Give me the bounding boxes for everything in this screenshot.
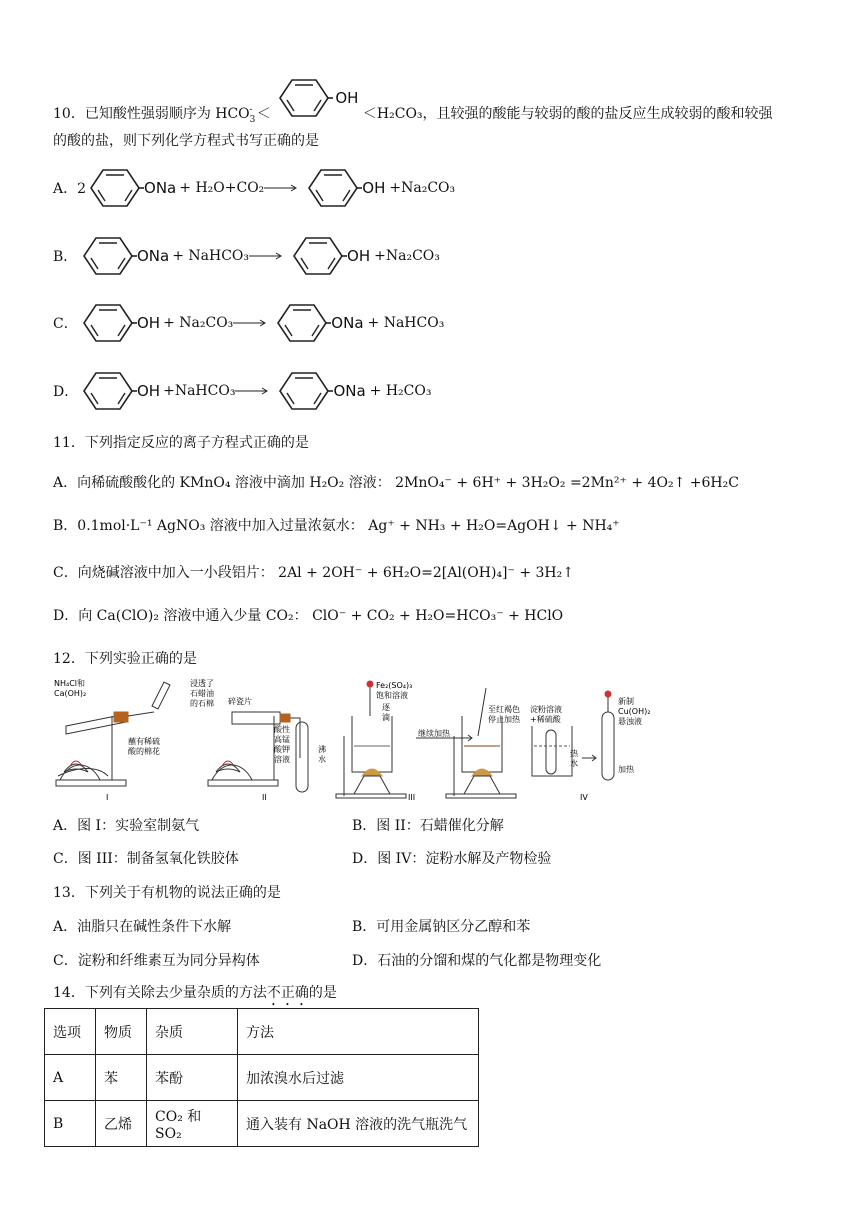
- q10-stem-line1: [53, 78, 773, 125]
- benzene-ring-icon: [86, 168, 144, 208]
- label-iii-reagent: Fe₂(SO₄)₃ 饱和溶液: [376, 681, 413, 700]
- left-group: OH: [137, 382, 161, 400]
- header-impurity: 杂质: [147, 1009, 238, 1055]
- left-group: ONa: [144, 179, 177, 197]
- option-label: A．2: [53, 181, 87, 197]
- q12-option-c: C．图 III：制备氢氧化铁胶体: [53, 851, 239, 867]
- benzene-ring-icon: [289, 236, 347, 276]
- q10-lt: ＜: [256, 106, 271, 122]
- products: + NaHCO₃: [367, 315, 445, 331]
- q10-option-a: [53, 168, 455, 208]
- table-row: [45, 1055, 479, 1101]
- figure-ii: [208, 712, 308, 792]
- label-ii-solution: 酸性高锰酸钾溶液: [274, 725, 290, 764]
- q10-option-b: [53, 236, 440, 276]
- q12-option-a: A．图 I：实验室制氨气: [53, 818, 200, 834]
- products: +Na₂CO₃: [374, 248, 440, 264]
- header-method: 方法: [238, 1009, 479, 1055]
- products: +Na₂CO₃: [389, 180, 456, 196]
- q13-option-b: B．可用金属钠区分乙醇和苯: [352, 919, 531, 935]
- option-label: C．: [53, 316, 78, 332]
- q12-title: 12．下列实验正确的是: [53, 651, 197, 667]
- cell-impurity: 苯酚: [147, 1055, 238, 1101]
- figure-iii: [336, 681, 516, 798]
- label-iv-cu: 新制 Cu(OH)₂ 悬浊液: [618, 697, 651, 726]
- right-group: ONa: [333, 382, 366, 400]
- q14-table: [44, 1008, 479, 1147]
- label-iv-reagent: 淀粉溶液+稀硫酸: [530, 705, 562, 724]
- q13-option-c: C．淀粉和纤维素互为同分异构体: [53, 953, 260, 969]
- q10-option-c: [53, 303, 444, 343]
- cell-substance: 乙烯: [96, 1101, 147, 1147]
- cell-method: 加浓溴水后过滤: [238, 1055, 479, 1101]
- q12-apparatus-figure: [52, 676, 652, 804]
- phenol-structure: [275, 78, 358, 118]
- label-iii-water: 沸水: [318, 745, 326, 764]
- benzene-ring-icon: [79, 371, 137, 411]
- reactants: + NaHCO₃: [172, 248, 250, 264]
- q14-title: [53, 982, 337, 1009]
- reaction-arrow-icon: [235, 386, 269, 396]
- cell-method: 通入装有 NaOH 溶液的洗气瓶洗气: [238, 1101, 479, 1147]
- reaction-arrow-icon: [264, 183, 298, 193]
- q10-text-prefix: 10．已知酸性强弱顺序为 HCO: [53, 106, 250, 122]
- caption-iv: IV: [580, 793, 588, 802]
- label-iii-step1: 继续加热: [418, 729, 450, 738]
- cell-option: B: [45, 1101, 96, 1147]
- header-substance: 物质: [96, 1009, 147, 1055]
- q10-hco3-sup: -: [249, 105, 253, 116]
- q13-option-d: D．石油的分馏和煤的气化都是物理变化: [352, 953, 602, 969]
- benzene-ring-icon: [275, 371, 333, 411]
- q11-option-c: C．向烧碱溶液中加入一小段铝片： 2Al + 2OH⁻ + 6H₂O=2[Al(OH)₄]⁻ + 3H₂↑: [53, 565, 574, 581]
- oh-group: OH: [335, 89, 359, 107]
- q14-title-pre: 14．下列有关除去少量杂质的方法: [53, 985, 267, 1001]
- q14-title-post: 的是: [308, 985, 337, 1001]
- header-option: 选项: [45, 1009, 96, 1055]
- label-ii-porcelain: 碎瓷片: [228, 697, 252, 706]
- table-row: [45, 1101, 479, 1147]
- q12-option-d: D．图 IV：淀粉水解及产物检验: [352, 851, 552, 867]
- cell-impurity: CO₂ 和 SO₂: [147, 1101, 238, 1147]
- label-iii-step2: 至红褐色停止加热: [488, 705, 520, 724]
- q14-emphasis: 不正确: [266, 985, 309, 1001]
- option-label: D．: [53, 384, 79, 400]
- benzene-ring-icon: [273, 303, 331, 343]
- option-label: B．: [53, 249, 78, 265]
- benzene-ring-icon: [304, 168, 362, 208]
- benzene-ring-icon: [275, 78, 333, 118]
- cell-option: A: [45, 1055, 96, 1101]
- caption-iii: III: [408, 793, 416, 802]
- right-group: OH: [362, 179, 386, 197]
- q11-option-b: B．0.1mol·L⁻¹ AgNO₃ 溶液中加入过量浓氨水： Ag⁺ + NH₃ + H₂O=AgOH↓ + NH₄⁺: [53, 518, 620, 534]
- label-iv-hot: 热水: [570, 749, 578, 768]
- q13-title: 13．下列关于有机物的说法正确的是: [53, 885, 281, 901]
- reactants: + Na₂CO₃: [163, 315, 234, 331]
- right-group: OH: [347, 247, 371, 265]
- reactants: +NaHCO₃: [163, 383, 236, 399]
- table-header-row: [45, 1009, 479, 1055]
- reaction-arrow-icon: [233, 318, 267, 328]
- benzene-ring-icon: [79, 303, 137, 343]
- right-group: ONa: [331, 314, 364, 332]
- cell-substance: 苯: [96, 1055, 147, 1101]
- q12-option-b: B．图 II：石蜡催化分解: [352, 818, 504, 834]
- caption-i: I: [106, 793, 109, 802]
- label-i-cotton: 蘸有稀硫酸的棉花: [128, 737, 160, 756]
- label-iv-heat: 加热: [618, 765, 634, 774]
- q11-option-d: D．向 Ca(ClO)₂ 溶液中通入少量 CO₂： ClO⁻ + CO₂ + H₂O=HCO₃⁻ + HClO: [53, 608, 564, 624]
- q13-option-a: A．油脂只在碱性条件下水解: [53, 919, 232, 935]
- q10-option-d: [53, 371, 431, 411]
- reactants: + H₂O+CO₂: [179, 180, 265, 196]
- q11-title: 11．下列指定反应的离子方程式正确的是: [53, 435, 309, 451]
- q11-option-a: A．向稀硫酸酸化的 KMnO₄ 溶液中滴加 H₂O₂ 溶液： 2MnO₄⁻ + 6H⁺ + 3H₂O₂ =2Mn²⁺ + 4O₂↑ +6H₂C: [53, 475, 739, 491]
- benzene-ring-icon: [79, 236, 137, 276]
- label-ii-rock: 浸透了石蜡油的石棉: [190, 679, 214, 708]
- reaction-arrow-icon: [249, 251, 283, 261]
- left-group: OH: [137, 314, 161, 332]
- q10-stem-line2: 的酸的盐，则下列化学方程式书写正确的是: [53, 133, 319, 149]
- left-group: ONa: [137, 247, 170, 265]
- q10-text-suffix: ＜H₂CO₃，且较强的酸能与较弱的酸的盐反应生成较弱的酸和较强: [362, 106, 773, 122]
- caption-ii: II: [262, 793, 267, 802]
- q10-hco3-sub: 3: [249, 114, 256, 125]
- products: + H₂CO₃: [369, 383, 432, 399]
- label-i-reagent: NH₄Cl和 Ca(OH)₂: [54, 679, 87, 698]
- label-iii-drop: 逐滴: [382, 703, 390, 722]
